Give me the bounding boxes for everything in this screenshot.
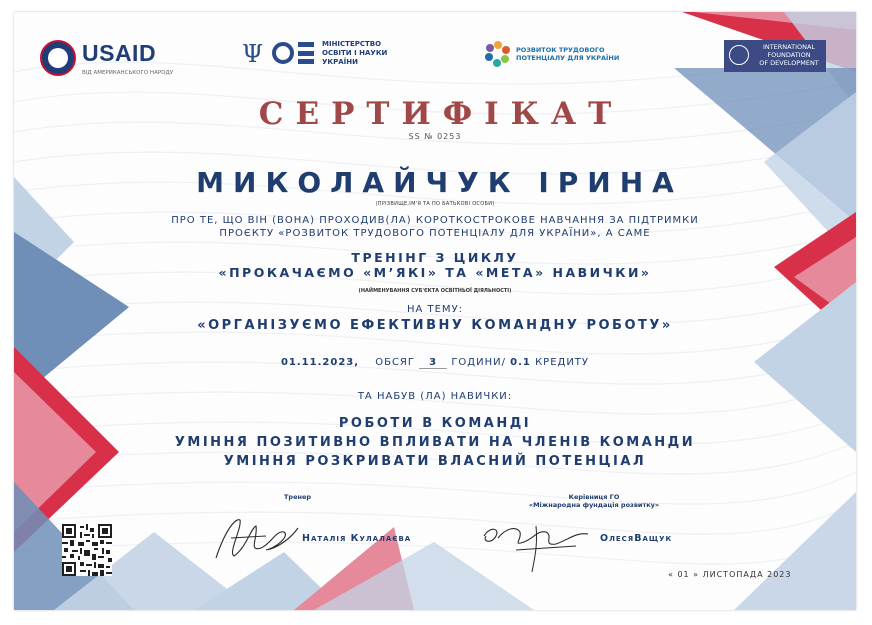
ministry-logo bbox=[242, 40, 422, 80]
trident-icon: Ψ bbox=[242, 40, 264, 68]
skills-label: ТА НАБУВ (ЛА) НАВИЧКИ: bbox=[357, 391, 513, 402]
training-hint: (НАЙМЕНУВАННЯ СУБ'ЄКТА ОСВІТНЬОЇ ДІЯЛЬНОСТІ) bbox=[358, 288, 512, 294]
ifd-seal-icon bbox=[729, 45, 749, 65]
recipient-hint: (ПРІЗВИЩЕ,ІМ'Я ТА ПО БАТЬКОВІ ОСОБИ) bbox=[375, 201, 495, 207]
ministry-e-icon bbox=[298, 42, 314, 64]
certificate-title: СЕРТИФІКАТ bbox=[258, 96, 624, 132]
ifd-logo bbox=[724, 40, 826, 72]
usaid-seal-icon bbox=[40, 40, 76, 76]
course-details bbox=[14, 357, 856, 369]
credits-label: КРЕДИТУ bbox=[535, 357, 590, 368]
gear-flower-icon bbox=[484, 40, 512, 68]
ministry-name: МІНІСТЕРСТВО ОСВІТИ І НАУКИ УКРАЇНИ bbox=[322, 40, 388, 66]
usaid-wordmark: USAID bbox=[82, 40, 157, 66]
hours-label: ГОДИНИ/ bbox=[451, 357, 506, 368]
issue-date: « 01 » ЛИСТОПАДА 2023 bbox=[668, 570, 792, 579]
course-date: 01.11.2023, bbox=[280, 357, 360, 368]
head-name: ОлесяВащук bbox=[600, 533, 673, 544]
topic-title: «ОРГАНІЗУЄМО ЕФЕКТИВНУ КОМАНДНУ РОБОТУ» bbox=[197, 318, 673, 333]
project-name: РОЗВИТОК ТРУДОВОГО ПОТЕНЦІАЛУ ДЛЯ УКРАЇНИ bbox=[516, 46, 620, 62]
serial-number: SS № 0253 bbox=[408, 132, 462, 141]
volume-label: ОБСЯГ bbox=[375, 357, 415, 368]
training-title-line-1: ТРЕНІНГ З ЦИКЛУ bbox=[351, 250, 519, 265]
body-text-line-2: ПРОЄКТУ «РОЗВИТОК ТРУДОВОГО ПОТЕНЦІАЛУ ДЛЯ УКРАЇНИ», А САМЕ bbox=[219, 228, 651, 239]
qr-code[interactable] bbox=[62, 524, 112, 576]
recipient-name: МИКОЛАЙЧУК ІРИНА bbox=[196, 166, 683, 199]
skill-item: УМІННЯ РОЗКРИВАТИ ВЛАСНИЙ ПОТЕНЦІАЛ bbox=[223, 454, 647, 469]
project-logo bbox=[484, 40, 644, 80]
trainer-name: Наталія Кулалаєва bbox=[302, 533, 412, 544]
skill-item: РОБОТИ В КОМАНДІ bbox=[338, 416, 532, 431]
certificate-sheet bbox=[14, 12, 856, 610]
trainer-role: Тренер bbox=[284, 493, 312, 501]
skill-item: УМІННЯ ПОЗИТИВНО ВПЛИВАТИ НА ЧЛЕНІВ КОМАНДИ bbox=[174, 435, 696, 450]
usaid-logo bbox=[40, 36, 180, 86]
head-role: Керівниця ГО «Міжнародна фундація розвитку» bbox=[528, 493, 660, 509]
hours-value: 3 bbox=[419, 357, 447, 369]
topic-label: НА ТЕМУ: bbox=[406, 304, 464, 315]
training-title-line-2: «ПРОКАЧАЄМО «М’ЯКІ» ТА «МЕТА» НАВИЧКИ» bbox=[218, 265, 652, 280]
credits-value: 0.1 bbox=[510, 357, 531, 368]
usaid-tagline: ВІД АМЕРИКАНСЬКОГО НАРОДУ bbox=[82, 70, 174, 76]
ministry-o-icon bbox=[272, 42, 294, 64]
head-signature bbox=[476, 506, 600, 576]
trainer-signature bbox=[206, 508, 306, 568]
body-text-line-1: ПРО ТЕ, ЩО ВІН (ВОНА) ПРОХОДИВ(ЛА) КОРОТКОСТРОКОВЕ НАВЧАННЯ ЗА ПІДТРИМКИ bbox=[171, 215, 699, 226]
ifd-name: INTERNATIONAL FOUNDATION OF DEVELOPMENT bbox=[759, 43, 819, 67]
